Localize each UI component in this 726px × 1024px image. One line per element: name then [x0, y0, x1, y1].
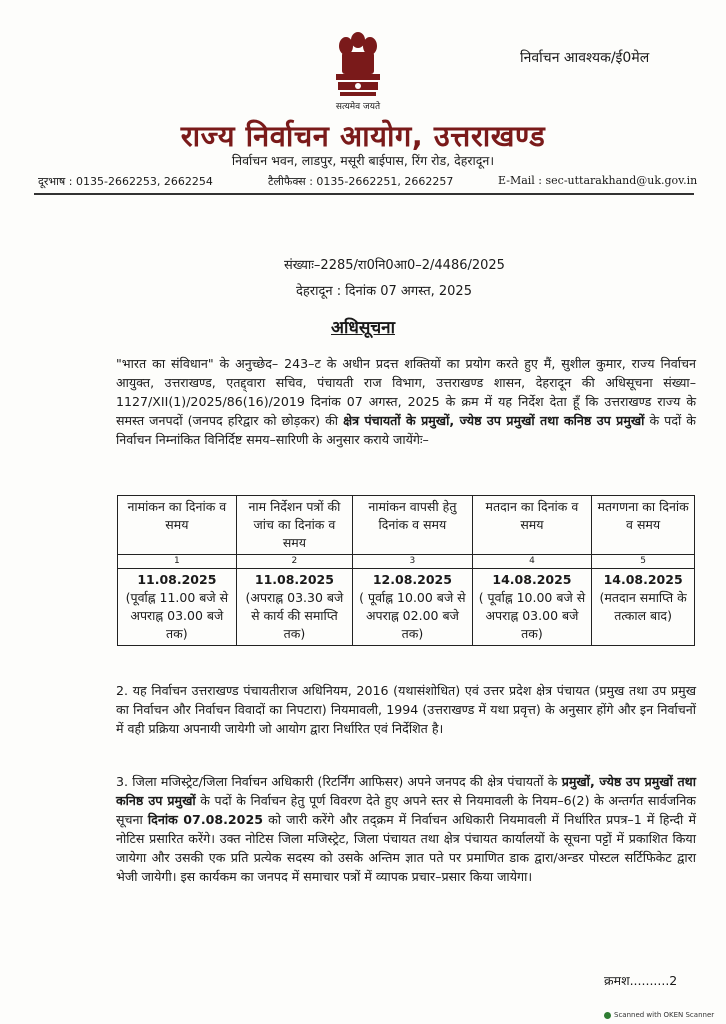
paragraph-3-bold-a: प्रमुखों, ज्येष्ठ उप प्रमुखों तथा कनिष्ठ उप प्रमुखों [116, 774, 696, 808]
continuation-marker: क्रमश..........2 [604, 973, 678, 988]
notice-title: अधिसूचना [331, 318, 395, 338]
schedule-cell [236, 569, 352, 646]
fax-numbers: टैलीफैक्स : 0135-2662251, 2662257 [268, 175, 454, 188]
column-number: 1 [118, 555, 237, 569]
header-cell: मतदान का दिनांक व समय [472, 496, 592, 555]
header-cell: नाम निर्देशन पत्रों की जांच का दिनांक व समय [236, 496, 352, 555]
paragraph-3-text-c: को जारी करेंगे और तद्क्रम में निर्वाचन अधिकारी नियमावली में निर्धारित प्रपत्र–1 में हिन्दी में नोटिस प्रसारित करेंगे। उक्त नोटिस जिला मजिस्ट्रेट, जिला पंचायत तथा क्षेत्र पंचायत कार्यालयों के सूचना पट्टों में प्रकाशित किया जायेगा और उसकी एक प्रति प्रत्येक सदस्य को उसके अन्तिम ज्ञात पते पर प्रमाणित डाक द्वारा/अन्डर पोस्टल सर्टिफिकेट द्वारा भेजी जायेगी। इस कार्यकम का जनपद में समाचार पत्रों में व्यापक प्रचार–प्रसार किया जायेगा। [116, 812, 696, 884]
schedule-time: (पूर्वाह्न 11.00 बजे से अपराह्न 03.00 बजे तक) [125, 590, 229, 641]
table-row [118, 569, 695, 646]
reference-date: देहरादून : दिनांक 07 अगस्त, 2025 [296, 284, 472, 299]
state-emblem-icon [328, 30, 388, 108]
schedule-date: 11.08.2025 [137, 572, 217, 587]
paragraph-3 [116, 772, 696, 886]
phone-numbers: दूरभाष : 0135-2662253, 2662254 [38, 175, 213, 188]
scanner-logo-icon [604, 1012, 611, 1019]
schedule-cell [472, 569, 592, 646]
schedule-cell [118, 569, 237, 646]
paragraph-1-text-a: "भारत का संविधान" के अनुच्छेद– 243–ट के अधीन प्रदत्त शक्तियों का प्रयोग करते हुए मैं, सुशील कुमार, राज्य निर्वाचन आयुक्त, उत्तराखण्ड, एतद्द्वारा सचिव, पंचायती राज विभाग, उत्तराखण्ड शासन, देहरादून की अधिसूचना संख्या–1127/XII(1)/2025/86(16)/2019 दिनांक 07 अगस्त, 2025 के क्रम में यह निर्देश देता हूँ कि उत्तराखण्ड राज्य के समस्त जनपदों (जनपद हरिद्वार को छोड़कर) की [116, 356, 696, 428]
paragraph-1 [116, 354, 696, 449]
commission-name: राज्य निर्वाचन आयोग, उत्तराखण्ड [180, 119, 546, 153]
schedule-cell [353, 569, 473, 646]
paragraph-3-bold-b: दिनांक 07.08.2025 [147, 812, 263, 827]
header-cell: नामांकन वापसी हेतु दिनांक व समय [353, 496, 473, 555]
column-number: 4 [472, 555, 592, 569]
column-number: 5 [592, 555, 695, 569]
schedule-time: (अपराह्न 03.30 बजे से कार्य की समाप्ति तक) [245, 590, 344, 641]
paragraph-3-text-a: 3. जिला मजिस्ट्रेट/जिला निर्वाचन अधिकारी (रिटर्निंग आफिसर) अपने जनपद की क्षेत्र पंचायतों के [116, 774, 562, 789]
scanner-note: Scanned with OKEN Scanner [614, 1011, 715, 1019]
scanner-watermark [604, 1011, 714, 1019]
column-number: 3 [353, 555, 473, 569]
schedule-date: 11.08.2025 [254, 572, 334, 587]
schedule-date: 12.08.2025 [372, 572, 452, 587]
paragraph-1-bold: क्षेत्र पंचायतों के प्रमुखों, ज्येष्ठ उप प्रमुखों तथा कनिष्ठ उप प्रमुखों [343, 413, 645, 428]
schedule-time: ( पूर्वाह्न 10.00 बजे से अपराह्न 03.00 बजे तक) [478, 590, 586, 641]
column-number: 2 [236, 555, 352, 569]
paragraph-1-text-b: के पदों के निर्वाचन निम्नांकित विनिर्दिष्ट समय–सारिणी के अनुसार कराये जायेंगेः– [116, 413, 696, 447]
paragraph-3-text-b: के पदों के निर्वाचन हेतु पूर्ण विवरण देते हुए अपने स्तर से नियमावली के नियम–6(2) के अन्तर्गत सार्वजनिक सूचना [116, 793, 696, 827]
header-divider [34, 193, 694, 195]
header-cell: नामांकन का दिनांक व समय [118, 496, 237, 555]
schedule-date: 14.08.2025 [603, 572, 683, 587]
top-right-tag: निर्वाचन आवश्यक/ई0मेल [520, 50, 650, 66]
schedule-time: (मतदान समाप्ति के तत्काल बाद) [599, 590, 687, 623]
emblem-motto: सत्यमेव जयते [335, 102, 381, 112]
paragraph-2: 2. यह निर्वाचन उत्तराखण्ड पंचायतीराज अधिनियम, 2016 (यथासंशोधित) एवं उत्तर प्रदेश क्षेत्र पंचायत (प्रमुख तथा उप प्रमुख का निर्वाचन और निर्वाचन विवादों का निपटारा) नियमावली, 1994 (उत्तराखण्ड में यथा प्रवृत्त) के अनुसार होंगे और इन निर्वाचनों में वही प्रक्रिया अपनायी जायेगी जो आयोग द्वारा निर्धारित एवं निर्देशित है। [116, 683, 696, 736]
election-schedule-table [117, 495, 695, 646]
reference-number: संख्याः–2285/रा0नि0आ0–2/4486/2025 [284, 258, 505, 273]
table-number-row [118, 555, 695, 569]
schedule-time: ( पूर्वाह्न 10.00 बजे से अपराह्न 02.00 बजे तक) [359, 590, 466, 641]
header-cell: मतगणना का दिनांक व समय [592, 496, 695, 555]
table-header-row [118, 496, 695, 555]
schedule-date: 14.08.2025 [492, 572, 572, 587]
schedule-cell [592, 569, 695, 646]
commission-address: निर्वाचन भवन, लाडपुर, मसूरी बाईपास, रिंग रोड, देहरादून। [231, 153, 495, 168]
email-address: E-Mail : sec-uttarakhand@uk.gov.in [498, 174, 698, 187]
